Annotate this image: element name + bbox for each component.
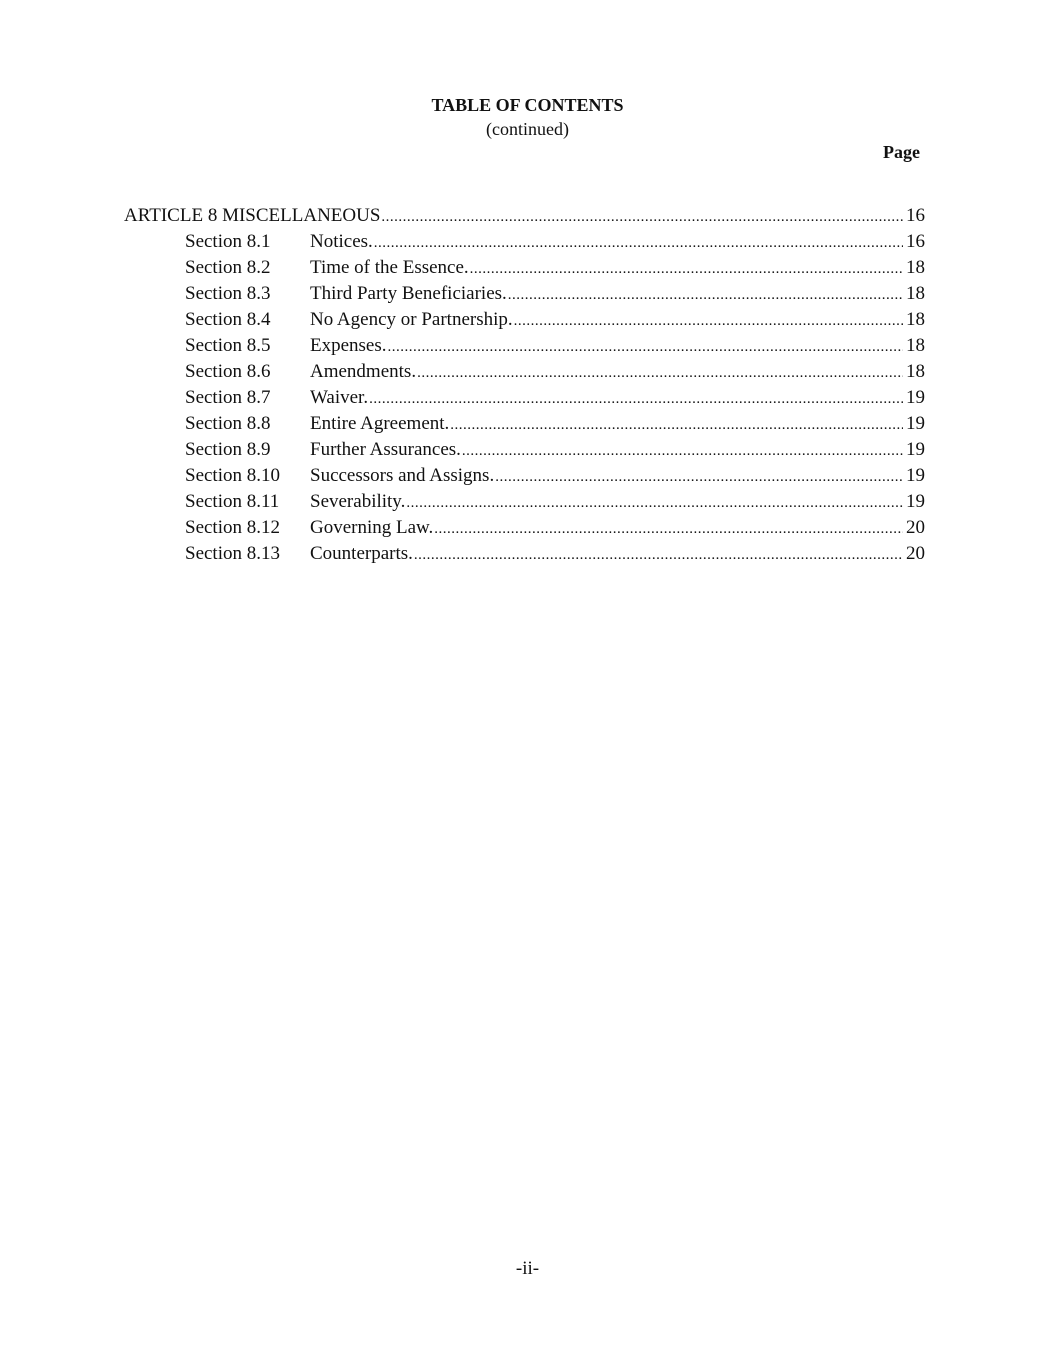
section-title: Successors and Assigns.: [310, 465, 495, 486]
toc-section-entry[interactable]: [185, 411, 925, 437]
section-title: Counterparts.: [310, 543, 413, 564]
toc-section-entry[interactable]: [185, 229, 925, 255]
dot-leader: [508, 282, 903, 308]
toc-section-entry[interactable]: [185, 255, 925, 281]
section-number: Section 8.8: [185, 413, 271, 434]
page-number-footer: -ii-: [515, 1258, 540, 1279]
section-number: Section 8.9: [185, 439, 271, 460]
toc-section-entry[interactable]: [185, 515, 925, 541]
toc-section-entry[interactable]: [185, 489, 925, 515]
dot-leader: [434, 516, 903, 542]
dot-leader: [388, 334, 903, 360]
dot-leader: [406, 490, 903, 516]
section-title: Time of the Essence.: [310, 257, 469, 278]
section-page-number: 18: [906, 309, 925, 330]
toc-section-entry[interactable]: [185, 307, 925, 333]
toc-subtitle: (continued): [486, 119, 569, 139]
section-number: Section 8.1: [185, 231, 271, 252]
section-number: Section 8.12: [185, 517, 280, 538]
section-number: Section 8.4: [185, 309, 271, 330]
section-page-number: 19: [906, 413, 925, 434]
toc-section-entry[interactable]: [185, 359, 925, 385]
article-title: ARTICLE 8 MISCELLANEOUS: [124, 205, 381, 226]
section-number: Section 8.13: [185, 543, 280, 564]
toc-article-entry[interactable]: [124, 203, 925, 229]
dot-leader: [414, 542, 903, 568]
section-title: Expenses.: [310, 335, 387, 356]
toc-section-entry[interactable]: [185, 333, 925, 359]
section-number: Section 8.2: [185, 257, 271, 278]
page-column-header: Page: [883, 142, 920, 162]
section-title: Governing Law.: [310, 517, 434, 538]
section-title: Notices.: [310, 231, 373, 252]
section-title: Further Assurances.: [310, 439, 461, 460]
toc-section-entry[interactable]: [185, 385, 925, 411]
dot-leader: [381, 204, 903, 230]
section-page-number: 18: [906, 335, 925, 356]
toc-section-entry[interactable]: [185, 463, 925, 489]
section-page-number: 16: [906, 231, 925, 252]
section-number: Section 8.6: [185, 361, 271, 382]
section-title: No Agency or Partnership.: [310, 309, 513, 330]
dot-leader: [450, 412, 903, 438]
dot-leader: [514, 308, 903, 334]
dot-leader: [417, 360, 903, 386]
section-title: Severability.: [310, 491, 406, 512]
dot-leader: [374, 230, 903, 256]
dot-leader: [470, 256, 903, 282]
toc-section-entry[interactable]: [185, 281, 925, 307]
section-title: Waiver.: [310, 387, 369, 408]
section-number: Section 8.11: [185, 491, 280, 512]
section-page-number: 19: [906, 491, 925, 512]
section-number: Section 8.7: [185, 387, 271, 408]
toc-title: TABLE OF CONTENTS: [431, 95, 624, 115]
section-number: Section 8.10: [185, 465, 280, 486]
dot-leader: [495, 464, 903, 490]
section-page-number: 19: [906, 387, 925, 408]
section-page-number: 19: [906, 465, 925, 486]
section-page-number: 20: [906, 517, 925, 538]
toc-section-entry[interactable]: [185, 437, 925, 463]
section-page-number: 18: [906, 257, 925, 278]
section-page-number: 18: [906, 283, 925, 304]
section-number: Section 8.5: [185, 335, 271, 356]
section-page-number: 19: [906, 439, 925, 460]
article-page-number: 16: [906, 205, 925, 226]
dot-leader: [369, 386, 903, 412]
section-page-number: 20: [906, 543, 925, 564]
section-title: Entire Agreement.: [310, 413, 450, 434]
section-title: Third Party Beneficiaries.: [310, 283, 507, 304]
toc-section-entry[interactable]: [185, 541, 925, 567]
section-number: Section 8.3: [185, 283, 271, 304]
dot-leader: [462, 438, 903, 464]
section-page-number: 18: [906, 361, 925, 382]
section-title: Amendments.: [310, 361, 417, 382]
